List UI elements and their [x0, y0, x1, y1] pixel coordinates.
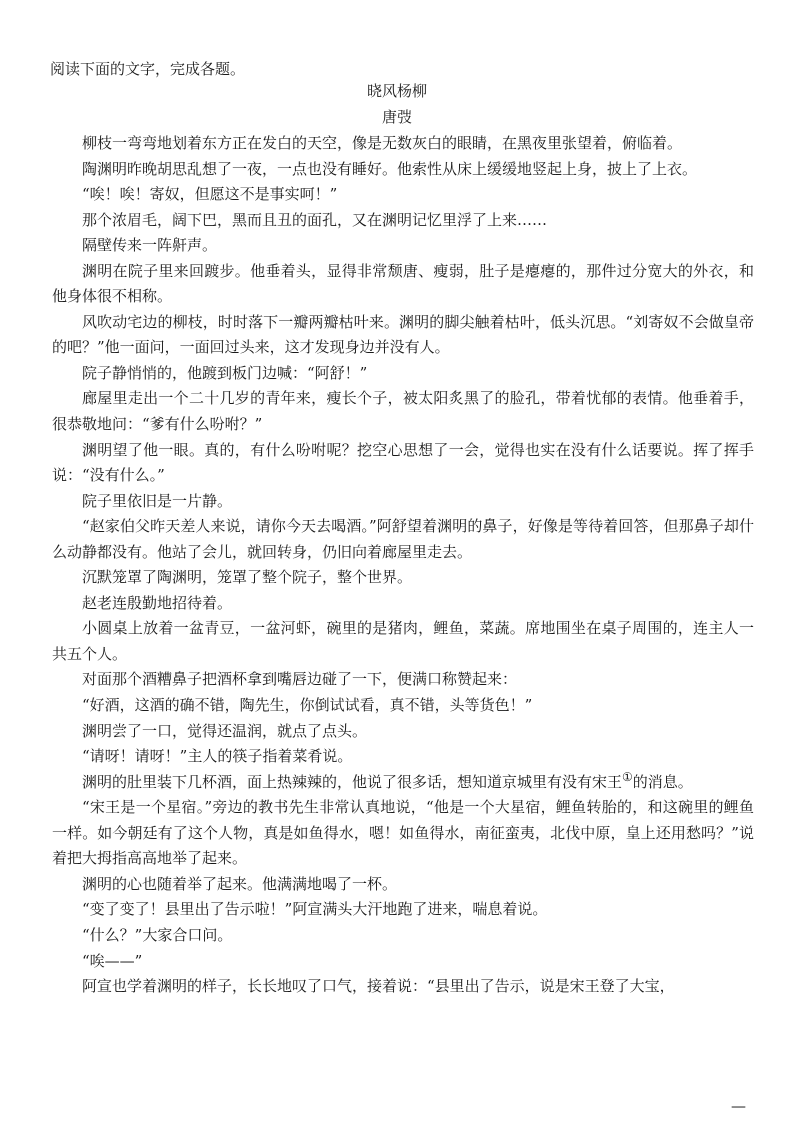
paragraph: [52, 489, 754, 515]
paragraph: [52, 744, 754, 770]
paragraph-text: “唉——”: [82, 951, 143, 970]
paragraph-text: 院子静悄悄的，他踱到板门边喊：“阿舒！”: [82, 363, 368, 382]
paragraph-text: “什么？”大家合口问。: [82, 925, 233, 944]
paragraph-text: 廊屋里走出一个二十几岁的青年来，瘦长个子，被太阳炙黑了的脸孔，带着忧郁的表情。他垂着手，很恭敬地问：“爹有什么吩咐？”: [52, 389, 754, 434]
paragraph: [52, 897, 754, 923]
paragraph-text: 小圆桌上放着一盆青豆，一盆河虾，碗里的是猪肉，鲤鱼，菜蔬。席地围坐在桌子周围的，连主人一共五个人。: [52, 619, 754, 663]
paragraph: [52, 949, 754, 975]
paragraph-text: “宋王是一个星宿。”旁边的教书先生非常认真地说，“他是一个大星宿，鲤鱼转胎的，和这碗里的鲤鱼一样。如今朝廷有了这个人物，真是如鱼得水，嗯！如鱼得水，南征蛮夷，北伐中原，皇上还用愁吗？”说着把大拇指高高地举了起来。: [52, 798, 754, 868]
paragraph-text: 那个浓眉毛，阔下巴，黑而且丑的面孔，又在渊明记忆里浮了上来……: [82, 210, 548, 229]
paragraph-text: “好酒，这酒的确不错，陶先生，你倒试试看，真不错，头等货色！”: [82, 696, 533, 715]
paragraph: [52, 259, 754, 310]
paragraph: [52, 591, 754, 617]
paragraph: [52, 770, 754, 796]
paragraph-text: 渊明望了他一眼。真的，有什么吩咐呢？挖空心思想了一会，觉得也实在没有什么话要说。挥了挥手说：“没有什么。”: [52, 440, 754, 485]
paragraph: [52, 208, 754, 234]
paragraph-text: 隔壁传来一阵鼾声。: [82, 236, 218, 255]
paragraph-text: 渊明在院子里来回踱步。他垂着头，显得非常颓唐、瘦弱，肚子是瘪瘪的，那件过分宽大的外衣，和他身体很不相称。: [52, 261, 754, 306]
paragraph: [52, 361, 754, 387]
paragraph: [52, 438, 754, 489]
paragraph-text: 渊明的心也随着举了起来。他满满地喝了一杯。: [82, 874, 398, 893]
paragraph: [52, 923, 754, 949]
paragraph: [52, 182, 754, 208]
paragraph: [52, 157, 754, 183]
page-mark: —: [731, 1097, 746, 1115]
paragraph-text: 沉默笼罩了陶渊明，笼罩了整个院子，整个世界。: [82, 568, 413, 587]
paragraph-text: 阿宣也学着渊明的样子，长长地叹了口气，接着说：“县里出了告示，说是宋王登了大宝，: [82, 977, 675, 996]
paragraph-text: 对面那个酒糟鼻子把酒杯拿到嘴唇边碰了一下，便满口称赞起来：: [82, 670, 518, 689]
article-title: 晓风杨柳: [366, 82, 427, 100]
paragraph-text: 渊明尝了一口，觉得还温润，就点了点头。: [82, 721, 368, 740]
article-body: [52, 131, 754, 1000]
paragraph: [52, 719, 754, 745]
paragraph: [52, 131, 754, 157]
paragraph: [52, 795, 754, 872]
paragraph-text: 柳枝一弯弯地划着东方正在发白的天空，像是无数灰白的眼睛，在黑夜里张望着，俯临着。: [82, 134, 683, 152]
instruction-text: 阅读下面的文字，完成各题。: [50, 60, 246, 78]
paragraph-text: “唉！唉！寄奴，但愿这不是事实呵！”: [82, 185, 338, 204]
paragraph: [52, 974, 754, 1000]
paragraph: [52, 514, 754, 565]
paragraph-text: “请呀！请呀！”主人的筷子指着菜肴说。: [82, 747, 353, 766]
paragraph: [52, 310, 754, 361]
article-author: 唐弢: [381, 108, 412, 126]
paragraph-text-after-note: 的消息。: [632, 772, 693, 791]
paragraph-text: 院子里依旧是一片静。: [82, 491, 233, 510]
paragraph: [52, 693, 754, 719]
paragraph-text: 风吹动宅边的柳枝，时时落下一瓣两瓣枯叶来。渊明的脚尖触着枯叶，低头沉思。“刘寄奴不会做皇帝的吧？”他一面问，一面回过头来，这才发现身边并没有人。: [52, 312, 754, 357]
paragraph: [52, 667, 754, 693]
paragraph-text: “赵家伯父昨天差人来说，请你今天去喝酒。”阿舒望着渊明的鼻子，好像是等待着回答，但那鼻子却什么动静都没有。他站了会儿，就回转身，仍旧向着廊屋里走去。: [52, 517, 754, 561]
paragraph-text: 陶渊明昨晚胡思乱想了一夜，一点也没有睡好。他索性从床上缓缓地竖起上身，披上了上衣。: [82, 159, 698, 178]
paragraph: [52, 233, 754, 259]
footnote-marker: ①: [622, 769, 633, 784]
paragraph: [52, 616, 754, 667]
paragraph-text: 渊明的肚里装下几杯酒，面上热辣辣的，他说了很多话，想知道京城里有没有宋王: [82, 772, 623, 791]
paragraph-text: “变了变了！县里出了告示啦！”阿宣满头大汗地跑了进来，喘息着说。: [82, 900, 548, 919]
paragraph: [52, 565, 754, 591]
paragraph: [52, 386, 754, 437]
paragraph-text: 赵老连殷勤地招待着。: [82, 593, 233, 612]
paragraph: [52, 872, 754, 898]
